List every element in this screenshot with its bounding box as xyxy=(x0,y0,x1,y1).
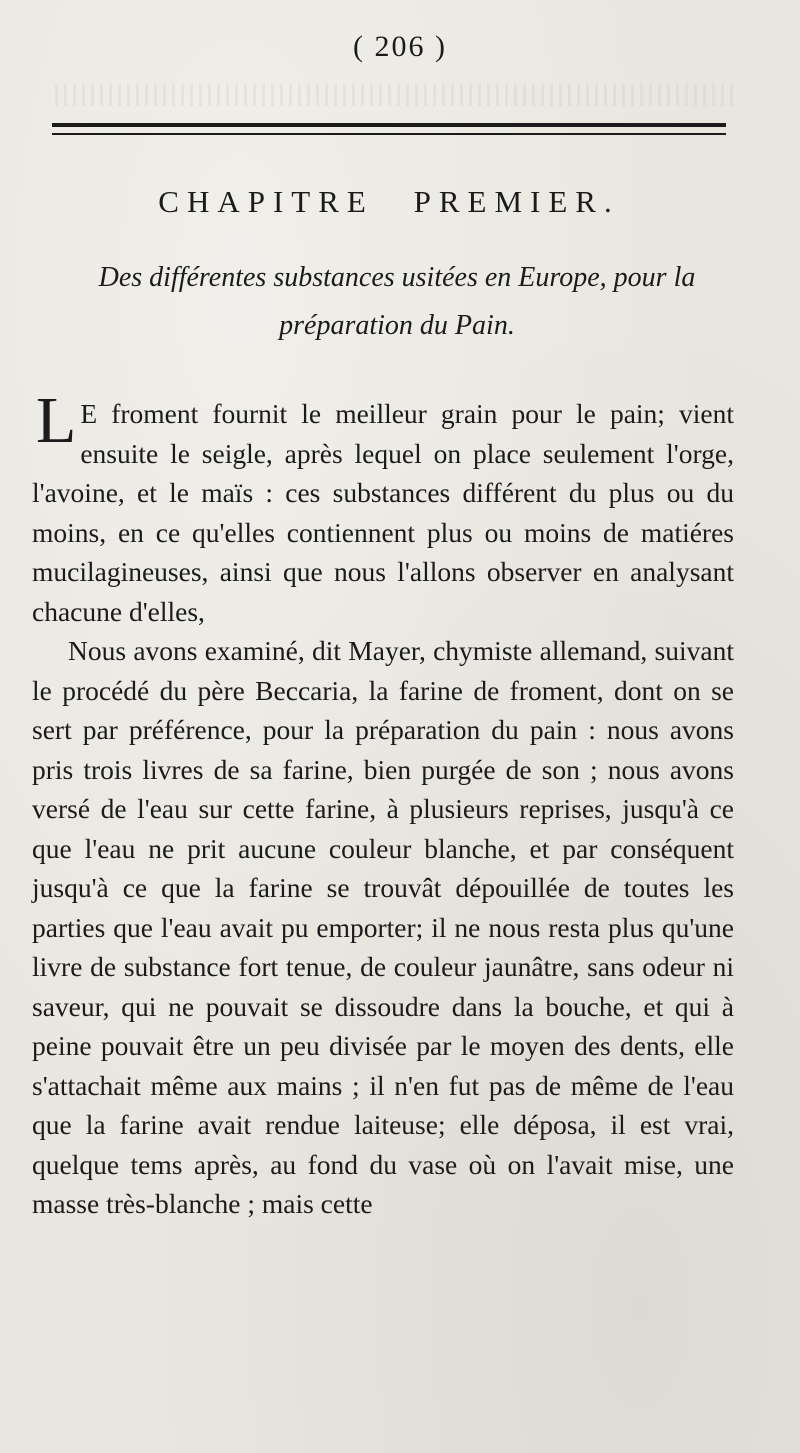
header-rule-thick xyxy=(52,123,726,127)
body-text xyxy=(32,384,734,1224)
drop-cap: L xyxy=(36,384,75,457)
chapter-title: CHAPITRE PREMIER. xyxy=(158,184,620,219)
paragraph-1 xyxy=(32,384,734,631)
paragraph-2-text: Nous avons examiné, dit Mayer, chymiste allemand, suivant le procédé du père Beccaria, la farine de froment, dont on se sert par préférence, pour la préparation du pain : nous avons pris trois livres de sa farine, bien purgée de son ; nous avons versé de l'eau sur cette farine, à plusieurs reprises, jusqu'à ce que l'eau ne prit aucune couleur blanche, et par conséquent jusqu'à ce que la farine se trouvât dépouillée de toutes les parties que l'eau avait pu emporter; il ne nous resta plus qu'une livre de substance fort tenue, de couleur jaunâtre, sans odeur ni saveur, qui ne pouvait se dissoudre dans la bouche, et qui à peine pouvait être un peu divisée par le moyen des dents, elle s'attachait même aux mains ; il n'en fut pas de même de l'eau que la farine avait rendue laiteuse; elle déposa, il est vrai, quelque tems après, au fond du vase où on l'avait mise, une masse très-blanche ; mais cette xyxy=(32,635,734,1219)
page-number: ( 206 ) xyxy=(353,30,447,63)
chapter-subtitle: Des différentes substances usitées en Europe, pour la préparation du Pain. xyxy=(98,262,696,341)
show-through-band xyxy=(55,84,735,106)
paragraph-2 xyxy=(32,631,734,1224)
header-rule-thin xyxy=(52,133,726,135)
paragraph-1-text: E froment fournit le meilleur grain pour le pain; vient ensuite le seigle, après lequel on place seulement l'orge, l'avoine, et le maïs : ces substances différent du plus ou du moins, en ce qu'elles contiennent plus ou moins de matiéres mucilagineuses, ainsi que nous l'allons observer en analysant chacune d'elles, xyxy=(32,398,734,627)
